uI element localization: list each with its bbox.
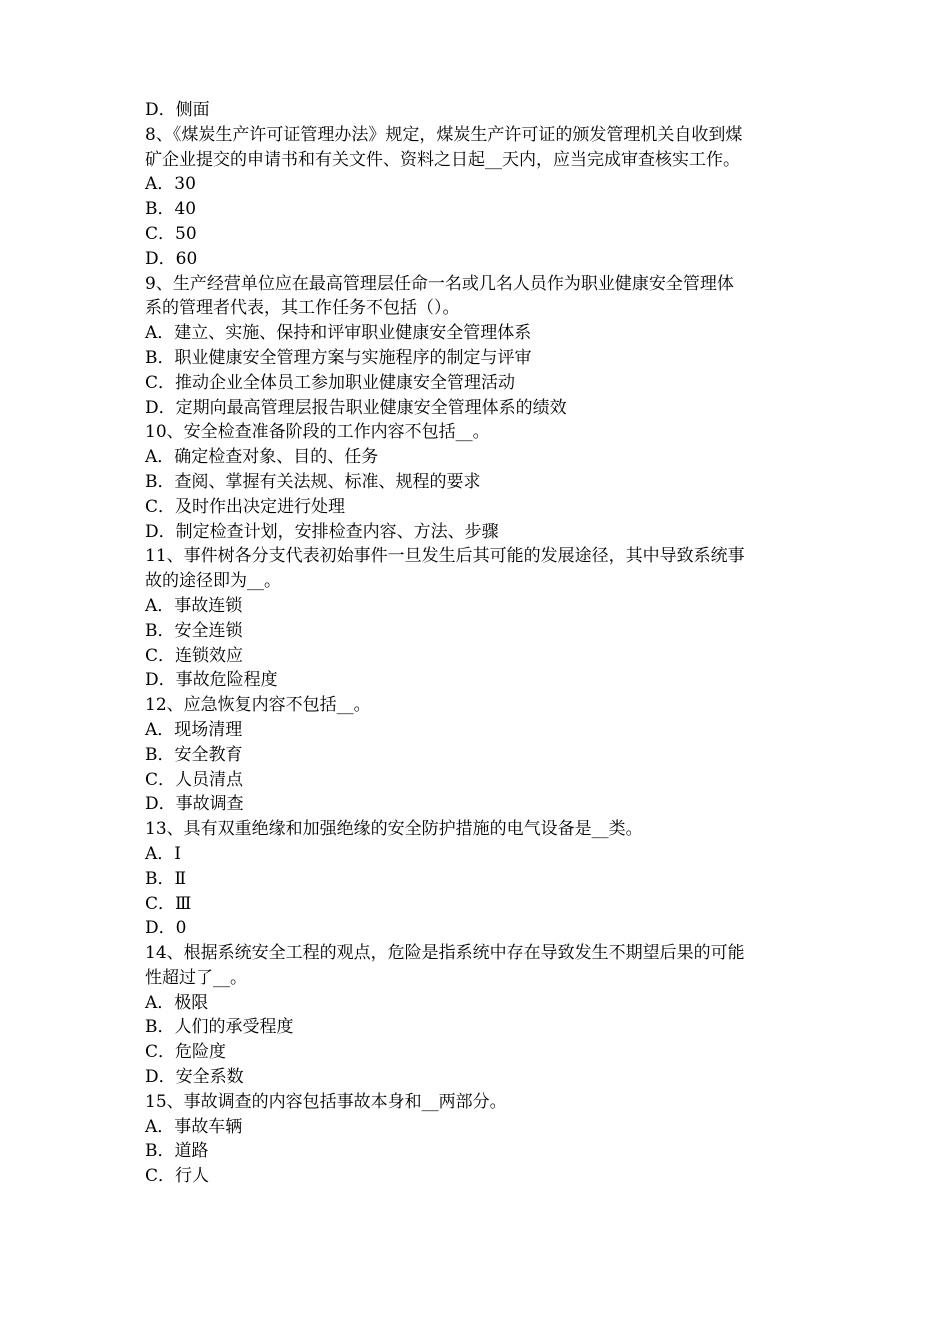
question-line: 15、事故调查的内容包括事故本身和__两部分。 [145, 1091, 507, 1112]
question-line: 故的途径即为__。 [145, 571, 281, 592]
option-line: A．Ⅰ [145, 843, 181, 864]
option-line: A．确定检查对象、目的、任务 [145, 447, 379, 468]
option-line: D．制定检查计划，安排检查内容、方法、步骤 [145, 521, 499, 542]
option-line: C．Ⅲ [145, 893, 192, 914]
question-line: 14、根据系统安全工程的观点，危险是指系统中存在导致发生不期望后果的可能 [145, 943, 745, 964]
option-line: D．定期向最高管理层报告职业健康安全管理体系的绩效 [145, 397, 567, 418]
option-line: B．人们的承受程度 [145, 1017, 294, 1038]
option-line: C．连锁效应 [145, 645, 244, 666]
option-line: A．事故连锁 [145, 595, 243, 616]
option-line: A．事故车辆 [145, 1116, 243, 1137]
option-line: B．安全连锁 [145, 620, 243, 641]
option-line: D．60 [145, 248, 198, 269]
option-line: A．极限 [145, 992, 209, 1013]
option-line: C．行人 [145, 1166, 210, 1187]
question-line: 12、应急恢复内容不包括__。 [145, 695, 371, 716]
option-line: D．事故危险程度 [145, 670, 278, 691]
option-line: A．现场清理 [145, 719, 243, 740]
option-line: D．0 [145, 918, 187, 939]
option-line: B．查阅、掌握有关法规、标准、规程的要求 [145, 471, 481, 492]
option-line: D．事故调查 [145, 794, 244, 815]
option-line: D．安全系数 [145, 1067, 244, 1088]
option-line: A．建立、实施、保持和评审职业健康安全管理体系 [145, 323, 532, 344]
option-line: A．30 [145, 174, 196, 195]
option-line: B．安全教育 [145, 744, 243, 765]
question-line: 性超过了__。 [145, 967, 247, 988]
question-line: 8、《煤炭生产许可证管理办法》规定，煤炭生产许可证的颁发管理机关自收到煤 [145, 124, 743, 145]
option-line: C．50 [145, 223, 197, 244]
option-line: B．Ⅱ [145, 868, 187, 889]
option-line: C．人员清点 [145, 769, 244, 790]
document-page [145, 98, 815, 1189]
option-line: B．40 [145, 199, 197, 220]
question-line: 9、生产经营单位应在最高管理层任命一名或几名人员作为职业健康安全管理体 [145, 273, 734, 294]
option-line: C．及时作出决定进行处理 [145, 496, 346, 517]
option-line: B．职业健康安全管理方案与实施程序的制定与评审 [145, 347, 532, 368]
question-line: 矿企业提交的申请书和有关文件、资料之日起__天内，应当完成审查核实工作。 [145, 149, 740, 170]
option-line: C．推动企业全体员工参加职业健康安全管理活动 [145, 372, 516, 393]
question-line: 13、具有双重绝缘和加强绝缘的安全防护措施的电气设备是__类。 [145, 819, 643, 840]
question-line: 11、事件树各分支代表初始事件一旦发生后其可能的发展途径，其中导致系统事 [145, 546, 745, 567]
text-line: D．侧面 [145, 100, 210, 120]
option-line: B．道路 [145, 1141, 209, 1162]
option-line: C．危险度 [145, 1042, 227, 1063]
question-line: 系的管理者代表，其工作任务不包括（）。 [145, 298, 460, 319]
question-line: 10、安全检查准备阶段的工作内容不包括__。 [145, 422, 490, 443]
